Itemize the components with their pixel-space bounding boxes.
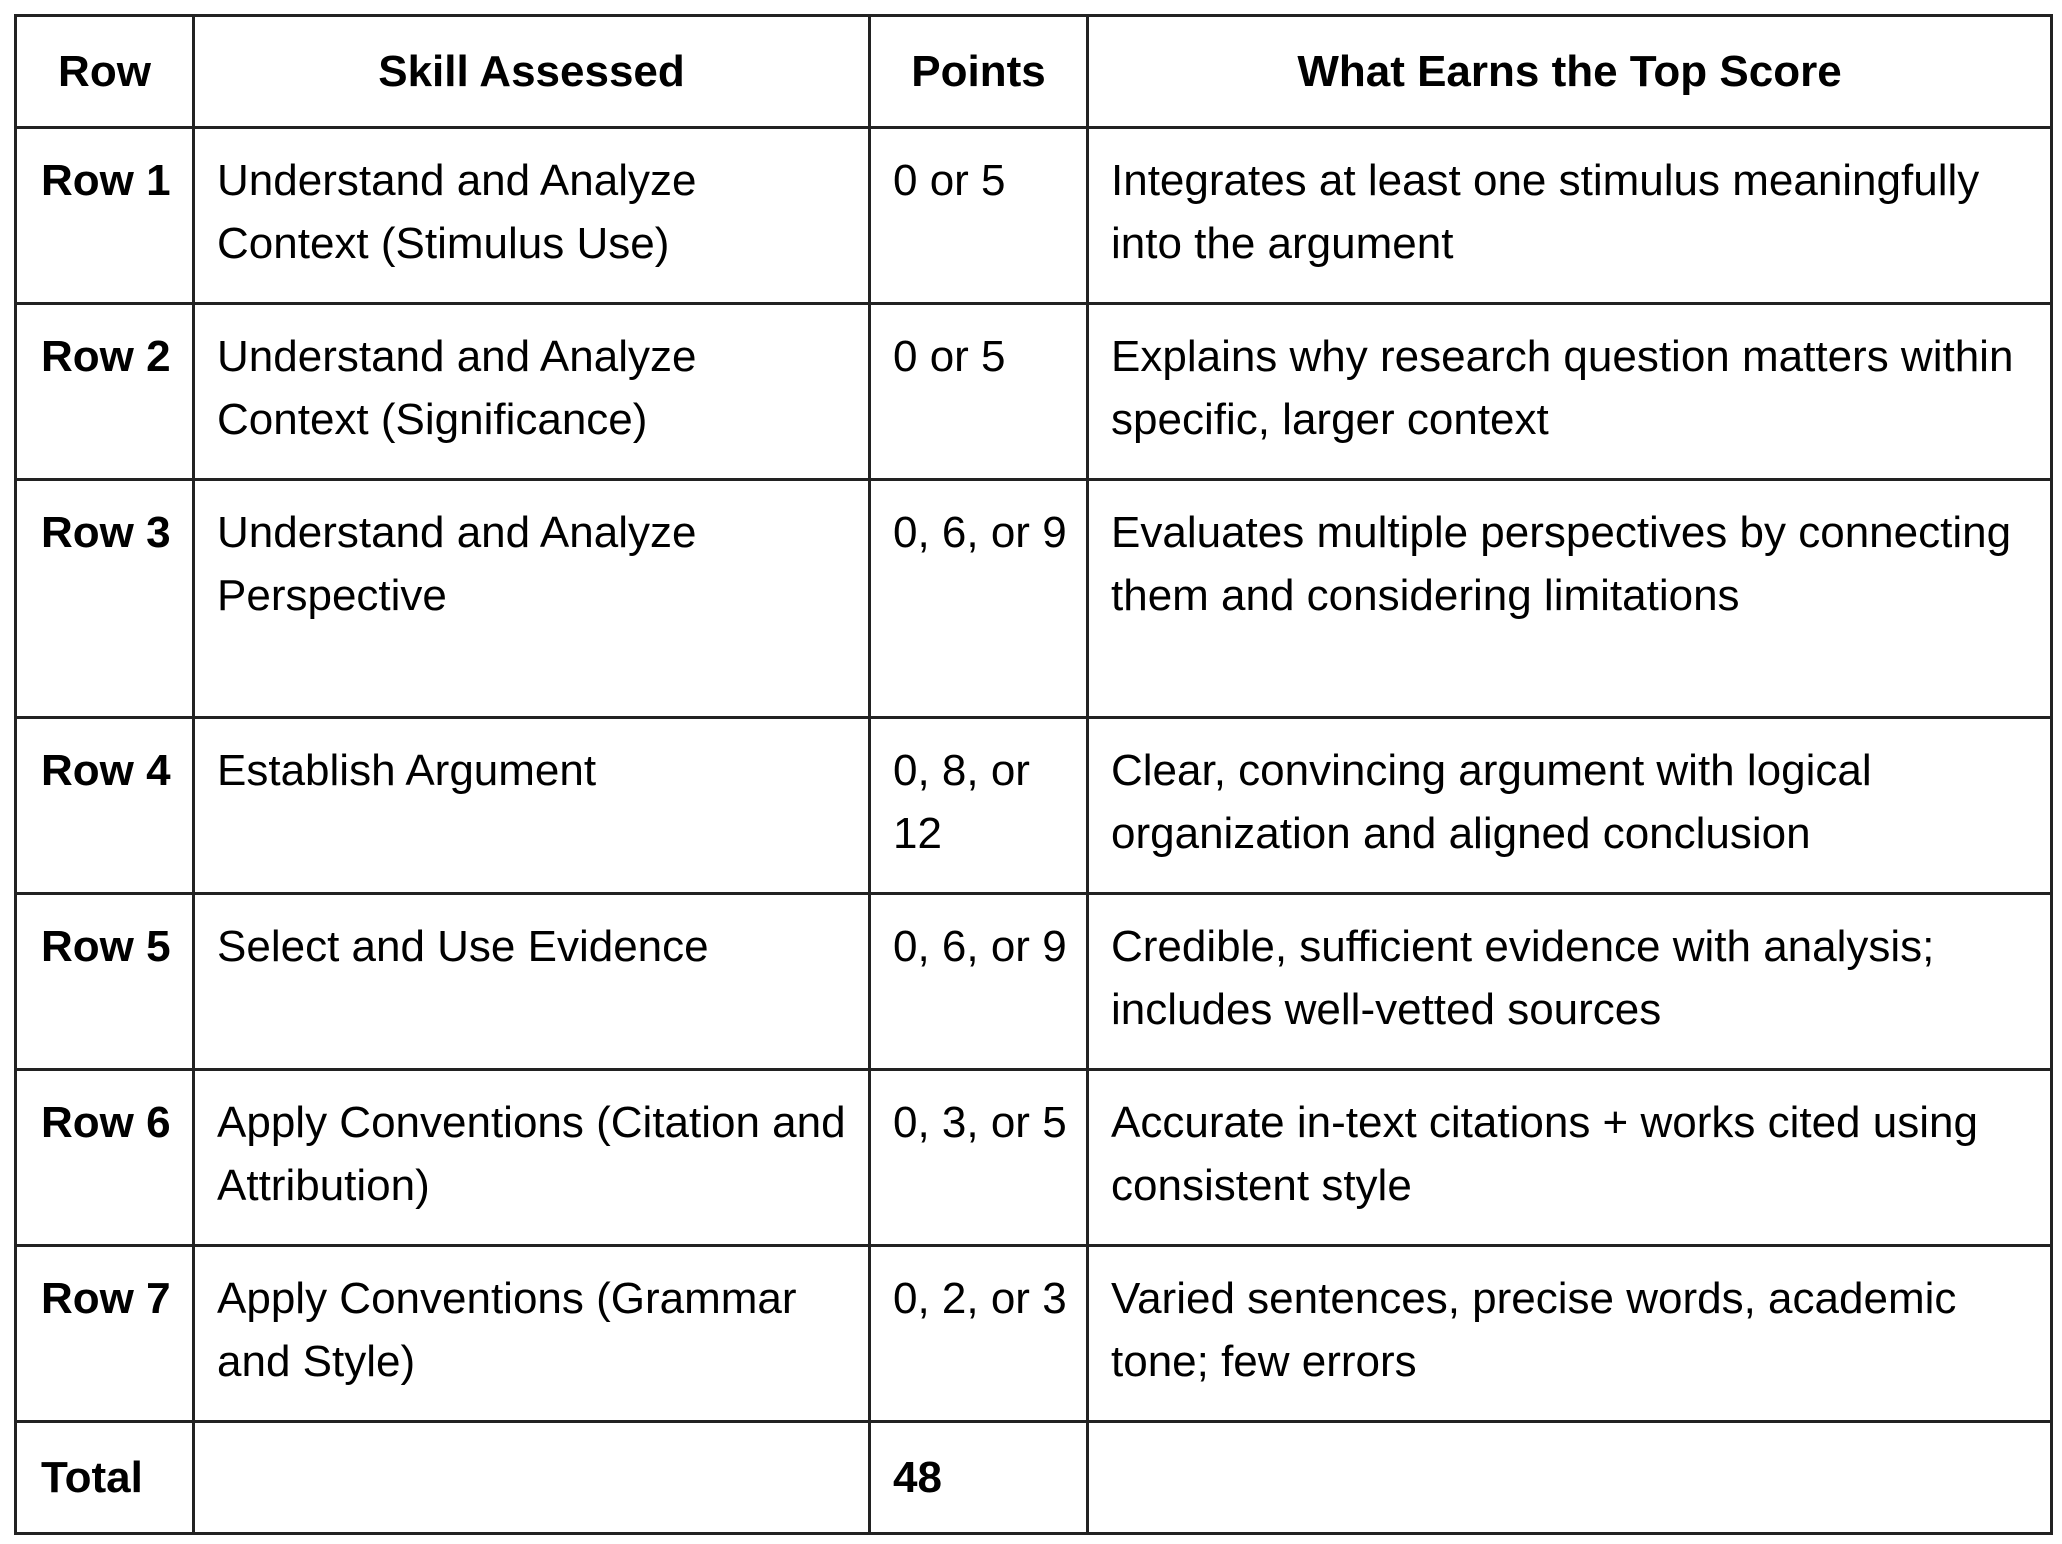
table-row: [16, 1246, 2052, 1422]
top-score-cell: Clear, convincing argument with logical organization and aligned conclusion: [1088, 718, 2052, 894]
top-score-cell: Varied sentences, precise words, academic tone; few errors: [1088, 1246, 2052, 1422]
total-label: Total: [16, 1422, 194, 1534]
points-cell: 0, 2, or 3: [870, 1246, 1088, 1422]
skill-cell: Understand and Analyze Context (Stimulus Use): [194, 128, 870, 304]
skill-cell: Establish Argument: [194, 718, 870, 894]
rubric-table: [14, 14, 2053, 1535]
top-score-cell: Integrates at least one stimulus meaningfully into the argument: [1088, 128, 2052, 304]
row-label: Row 1: [16, 128, 194, 304]
points-cell: 0, 6, or 9: [870, 894, 1088, 1070]
total-top-score-cell: [1088, 1422, 2052, 1534]
header-points: Points: [870, 16, 1088, 128]
top-score-cell: Accurate in-text citations + works cited using consistent style: [1088, 1070, 2052, 1246]
table-row: [16, 1070, 2052, 1246]
table-row: [16, 480, 2052, 718]
top-score-cell: Credible, sufficient evidence with analysis; includes well-vetted sources: [1088, 894, 2052, 1070]
points-cell: 0, 6, or 9: [870, 480, 1088, 718]
skill-cell: Understand and Analyze Context (Significance): [194, 304, 870, 480]
row-label: Row 7: [16, 1246, 194, 1422]
header-top-score: What Earns the Top Score: [1088, 16, 2052, 128]
row-label: Row 5: [16, 894, 194, 1070]
top-score-cell: Evaluates multiple perspectives by connecting them and considering limitations: [1088, 480, 2052, 718]
points-cell: 0 or 5: [870, 304, 1088, 480]
row-label: Row 4: [16, 718, 194, 894]
header-row: Row: [16, 16, 194, 128]
table-row: [16, 128, 2052, 304]
total-skill-cell: [194, 1422, 870, 1534]
skill-cell: Apply Conventions (Grammar and Style): [194, 1246, 870, 1422]
skill-cell: Select and Use Evidence: [194, 894, 870, 1070]
row-label: Row 2: [16, 304, 194, 480]
table-row: [16, 304, 2052, 480]
table-row: [16, 894, 2052, 1070]
top-score-cell: Explains why research question matters within specific, larger context: [1088, 304, 2052, 480]
table-row: [16, 718, 2052, 894]
points-cell: 0, 3, or 5: [870, 1070, 1088, 1246]
points-cell: 0 or 5: [870, 128, 1088, 304]
points-cell: 0, 8, or 12: [870, 718, 1088, 894]
total-row: [16, 1422, 2052, 1534]
total-points: 48: [870, 1422, 1088, 1534]
skill-cell: Understand and Analyze Perspective: [194, 480, 870, 718]
table-header-row: [16, 16, 2052, 128]
skill-cell: Apply Conventions (Citation and Attribution): [194, 1070, 870, 1246]
header-skill-assessed: Skill Assessed: [194, 16, 870, 128]
row-label: Row 3: [16, 480, 194, 718]
row-label: Row 6: [16, 1070, 194, 1246]
